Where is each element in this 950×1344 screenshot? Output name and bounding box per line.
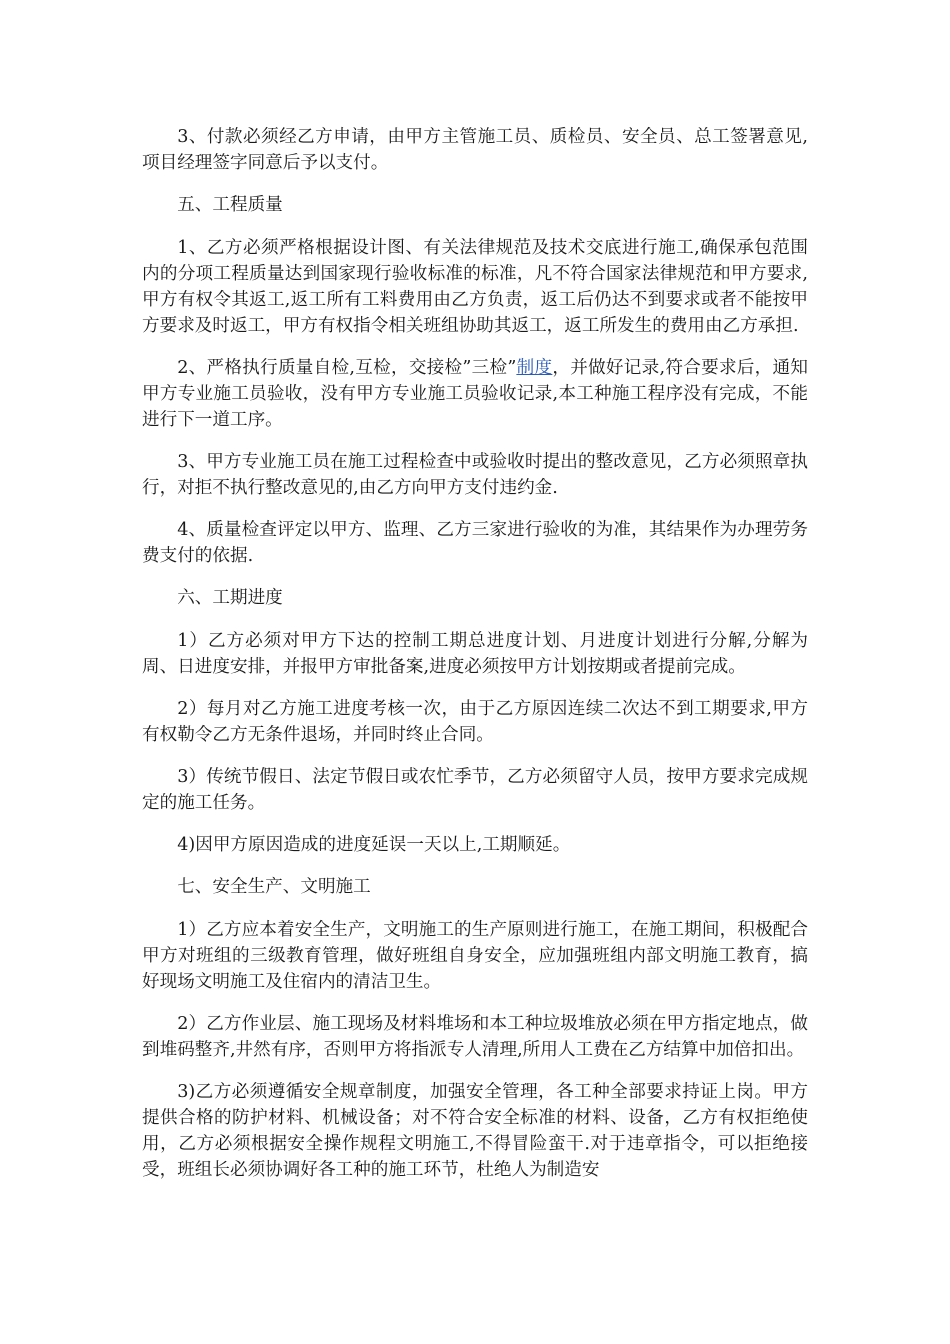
clause-schedule-1: 1）乙方必须对甲方下达的控制工期总进度计划、月进度计划进行分解,分解为周、日进度安排，并报甲方审批备案,进度必须按甲方计划按期或者提前完成。 bbox=[142, 631, 808, 677]
clause-safety-2: 2）乙方作业层、施工现场及材料堆场和本工种垃圾堆放必须在甲方指定地点，做到堆码整齐,井然有序，否则甲方将指派专人清理,所用人工费在乙方结算中加倍扣出。 bbox=[142, 1014, 808, 1060]
clause-schedule-4: 4)因甲方原因造成的进度延误一天以上,工期顺延。 bbox=[177, 835, 571, 855]
section-heading-schedule: 六、工期进度 bbox=[177, 588, 283, 608]
clause-quality-2-text-b: ，并做好记录,符合要求后，通知甲方专业施工员验收，没有甲方专业施工员验收记录,本工种施工程序没有完成，不能进行下一道工序。 bbox=[142, 358, 808, 430]
clause-safety-3: 3)乙方必须遵循安全规章制度，加强安全管理，各工种全部要求持证上岗。甲方提供合格的防护材料、机械设备；对不符合安全标准的材料、设备，乙方有权拒绝使用，乙方必须根据安全操作规程文明施工,不得冒险蛮干.对于违章指令，可以拒绝接受，班组长必须协调好各工种的施工环节，杜绝人为制造安 bbox=[142, 1082, 808, 1180]
clause-schedule-2: 2）每月对乙方施工进度考核一次，由于乙方原因连续二次达不到工期要求,甲方有权勒令乙方无条件退场，并同时终止合同。 bbox=[142, 699, 808, 745]
clause-quality-3: 3、甲方专业施工员在施工过程检查中或验收时提出的整改意见，乙方必须照章执行，对拒不执行整改意见的,由乙方向甲方支付违约金. bbox=[142, 452, 808, 498]
clause-quality-4: 4、质量检查评定以甲方、监理、乙方三家进行验收的为准，其结果作为办理劳务费支付的依据. bbox=[142, 520, 808, 566]
system-link[interactable]: 制度 bbox=[516, 358, 553, 378]
clause-quality-1: 1、乙方必须严格根据设计图、有关法律规范及技术交底进行施工,确保承包范围内的分项工程质量达到国家现行验收标准的标准，凡不符合国家法律规范和甲方要求,甲方有权令其返工,返工所有工料费用由乙方负责，返工后仍达不到要求或者不能按甲方要求及时返工，甲方有权指令相关班组协助其返工，返工所发生的费用由乙方承担. bbox=[142, 238, 808, 336]
clause-quality-2-text-a: 2、严格执行质量自检,互检，交接检”三检” bbox=[177, 358, 517, 378]
section-heading-safety: 七、安全生产、文明施工 bbox=[177, 877, 371, 897]
clause-quality-2 bbox=[142, 355, 808, 433]
clause-payment-3: 3、付款必须经乙方申请，由甲方主管施工员、质检员、安全员、总工签署意见,项目经理签字同意后予以支付。 bbox=[142, 127, 808, 173]
clause-safety-1: 1）乙方应本着安全生产，文明施工的生产原则进行施工，在施工期间，积极配合甲方对班组的三级教育管理，做好班组自身安全，应加强班组内部文明施工教育，搞好现场文明施工及住宿内的清洁卫生。 bbox=[142, 920, 808, 992]
clause-schedule-3: 3）传统节假日、法定节假日或农忙季节，乙方必须留守人员，按甲方要求完成规定的施工任务。 bbox=[142, 767, 808, 813]
section-heading-quality: 五、工程质量 bbox=[177, 195, 283, 215]
